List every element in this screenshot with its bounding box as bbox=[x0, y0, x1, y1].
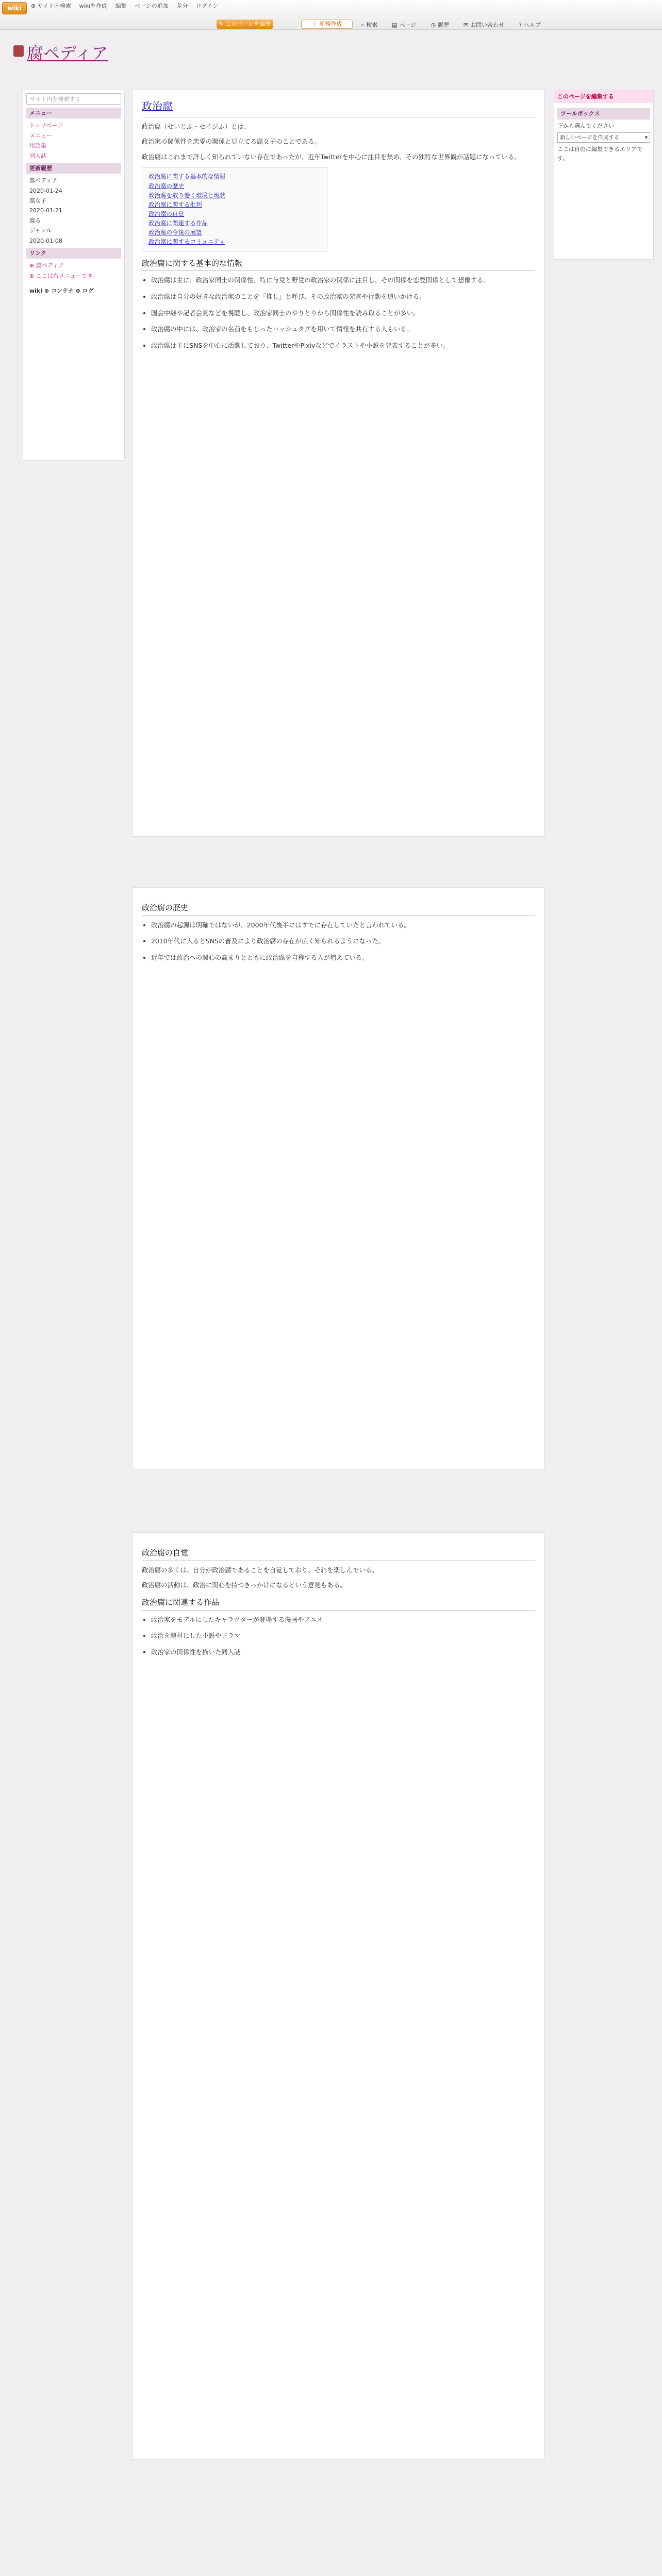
recent-item: 2020-01-24 bbox=[29, 187, 62, 194]
list-item: • 政治家の関係性を描いた同人誌 bbox=[151, 1647, 535, 1657]
section-heading: 政治腐に関連する作品 bbox=[142, 1597, 535, 1611]
table-of-contents bbox=[142, 167, 327, 251]
toolbar-link[interactable]: ページの追加 bbox=[134, 3, 169, 9]
menu-label: ヘルプ bbox=[524, 22, 541, 28]
top-toolbar bbox=[0, 0, 662, 30]
list-item: • 国会中継や記者会見などを視聴し、政治家同士のやりとりから関係性を読み取ることが多い。 bbox=[151, 308, 535, 318]
toc-link[interactable]: 政治腐に関する基本的な情報 bbox=[148, 173, 226, 180]
sidebar-item[interactable]: 用語集 bbox=[29, 142, 46, 149]
pencil-icon: ✎ bbox=[219, 21, 224, 28]
paragraph: 政治腐の多くは、自分が政治腐であることを自覚しており、それを楽しんでいる。 bbox=[142, 1566, 378, 1574]
toolbar-links bbox=[31, 2, 224, 10]
recent-item[interactable]: ジャンル bbox=[29, 227, 52, 234]
history-icon: ◷ bbox=[431, 22, 436, 28]
new-page-button[interactable] bbox=[301, 20, 353, 29]
sidebar-footer[interactable]: wiki ⊕ コンテナ ⊕ ログ bbox=[29, 287, 94, 294]
page-title: 政治腐 bbox=[142, 98, 535, 117]
sidebar-item[interactable]: トップページ bbox=[29, 122, 63, 129]
left-sidebar bbox=[23, 90, 125, 461]
section-list bbox=[142, 1615, 535, 1657]
list-item: • 政治腐の中には、政治家の名前をもじったハッシュタグを用いて情報を共有する人もいる。 bbox=[151, 324, 535, 334]
menu-help[interactable] bbox=[519, 21, 541, 29]
toc-link[interactable]: 政治腐を取り巻く環境と現状 bbox=[148, 191, 226, 199]
toolbar-link[interactable]: wikiを作成 bbox=[79, 3, 107, 9]
menu-page[interactable] bbox=[392, 21, 416, 29]
list-item: • 政治腐は自分の好きな政治家のことを「推し」と呼び、その政治家の発言や行動を追いかける。 bbox=[151, 292, 535, 302]
toc-link[interactable]: 政治腐の今後の展望 bbox=[148, 229, 202, 236]
toolbox bbox=[554, 103, 653, 166]
list-item: • 近年では政治への関心の高まりとともに政治腐を自称する人が増えている。 bbox=[151, 953, 535, 963]
toc-link[interactable]: 政治腐に関する批判 bbox=[148, 200, 202, 208]
menu-contact[interactable] bbox=[464, 21, 504, 29]
menu-label: ページ bbox=[399, 22, 417, 28]
select-value: 新しいページを作成する bbox=[560, 134, 620, 141]
list-item: • 政治腐は主に、政治家同士の関係性、特に与党と野党の政治家の関係に注目し、その関係を恋愛関係として想像する。 bbox=[151, 275, 535, 285]
links-heading: リンク bbox=[26, 248, 121, 259]
ad-space bbox=[132, 1476, 544, 1527]
menu-search[interactable] bbox=[361, 21, 377, 29]
menu-label: お問い合わせ bbox=[470, 22, 505, 28]
menu-heading: メニュー bbox=[26, 108, 121, 118]
section-heading: 政治腐の歴史 bbox=[142, 902, 535, 916]
intro-text: 政治腐（せいじふ・セイジふ）とは、 bbox=[142, 122, 251, 130]
article-card bbox=[132, 1532, 544, 2460]
article-card bbox=[132, 887, 544, 1469]
plus-icon: ＋ bbox=[311, 21, 318, 28]
toc-link[interactable]: 政治腐の自覚 bbox=[148, 210, 184, 217]
list-item: • 政治腐の起源は明確ではないが、2000年代後半にはすでに存在していたと言われている。 bbox=[151, 920, 535, 930]
toolbar-link[interactable]: 差分 bbox=[176, 3, 188, 9]
site-logo[interactable]: wiki bbox=[2, 2, 27, 14]
edit-page-label: このページを編集 bbox=[225, 21, 271, 28]
section-list bbox=[142, 275, 535, 350]
toolbox-text: ここは自由に編集できるエリアです。 bbox=[557, 146, 643, 162]
menu-label: 履歴 bbox=[437, 22, 449, 28]
wiki-header bbox=[0, 30, 662, 90]
toc-link[interactable]: 政治腐に関するコミュニティ bbox=[148, 238, 225, 246]
list-item: • 政治腐は主にSNSを中心に活動しており、TwitterやPixivなどでイラストや小説を発表することが多い。 bbox=[151, 341, 535, 351]
recent-item: 2020-01-08 bbox=[29, 237, 62, 244]
section-list bbox=[142, 920, 535, 963]
recent-item[interactable]: 腐る bbox=[29, 217, 41, 224]
menu-history[interactable] bbox=[431, 21, 449, 29]
toc-link[interactable]: 政治腐に関連する作品 bbox=[148, 219, 208, 227]
mail-icon: ✉ bbox=[463, 22, 469, 28]
sidebar-link[interactable]: ⊕ ここは右メニューです bbox=[29, 272, 93, 279]
recent-item: 2020-01-21 bbox=[29, 207, 62, 214]
new-page-label: 新規作成 bbox=[319, 21, 342, 28]
wiki-icon bbox=[13, 45, 24, 57]
help-icon: ? bbox=[519, 22, 522, 28]
list-item: • 政治家をモデルにしたキャラクターが登場する漫画やアニメ bbox=[151, 1615, 535, 1625]
paragraph: 政治腐の活動は、政治に関心を持つきっかけになるという意見もある。 bbox=[142, 1581, 346, 1589]
toolbar-menu bbox=[361, 21, 541, 29]
chevron-down-icon: ▾ bbox=[644, 134, 648, 141]
page-action-select[interactable] bbox=[557, 132, 650, 143]
recent-item[interactable]: 腐ペディア bbox=[29, 177, 58, 184]
page-icon: ▤ bbox=[392, 22, 398, 28]
article-card bbox=[132, 90, 544, 837]
right-sidebar-heading[interactable]: このページを編集する bbox=[554, 90, 653, 103]
toolbox-title: ツールボックス bbox=[557, 108, 650, 119]
section-heading: 政治腐に関する基本的な情報 bbox=[142, 258, 535, 272]
toolbar-link[interactable]: 編集 bbox=[115, 3, 127, 9]
toolbar-link[interactable]: ログイン bbox=[195, 3, 219, 9]
edit-page-button[interactable] bbox=[217, 20, 273, 29]
toc-link[interactable]: 政治腐の歴史 bbox=[148, 182, 184, 190]
recent-heading: 更新履歴 bbox=[26, 163, 121, 174]
recent-item[interactable]: 腐女子 bbox=[29, 197, 46, 204]
main-content bbox=[132, 90, 544, 2576]
menu-label: 検索 bbox=[366, 22, 378, 28]
toolbox-text: 下から選んでください bbox=[557, 122, 614, 129]
intro-text: 政治家の関係性を恋愛の関係と見立てる腐女子のことである。 bbox=[142, 138, 321, 146]
sidebar-item[interactable]: メニュー bbox=[29, 132, 52, 139]
sidebar-link[interactable]: ⊕ 腐ペディア bbox=[29, 262, 64, 269]
list-item: • 2010年代に入るとSNSの普及により政治腐の存在が広く知られるようになった。 bbox=[151, 936, 535, 946]
wiki-name[interactable]: 腐ペディア bbox=[27, 43, 108, 63]
list-item: • 政治を題材にした小説やドラマ bbox=[151, 1631, 535, 1641]
search-icon: ⌕ bbox=[361, 22, 365, 28]
right-sidebar bbox=[554, 90, 654, 260]
sidebar-search-input[interactable]: サイト内を検索する bbox=[26, 93, 121, 105]
sidebar-item[interactable]: 同人誌 bbox=[29, 152, 46, 159]
intro-text: 政治腐はこれまで詳しく知られていない存在であったが、近年Twitterを中心に注目を集め、その独特な世界観が話題になっている。 bbox=[142, 152, 521, 161]
section-heading: 政治腐の自覚 bbox=[142, 1547, 535, 1561]
ad-space bbox=[132, 842, 544, 883]
toolbar-link[interactable]: ⊕ サイト内検索 bbox=[31, 3, 71, 9]
